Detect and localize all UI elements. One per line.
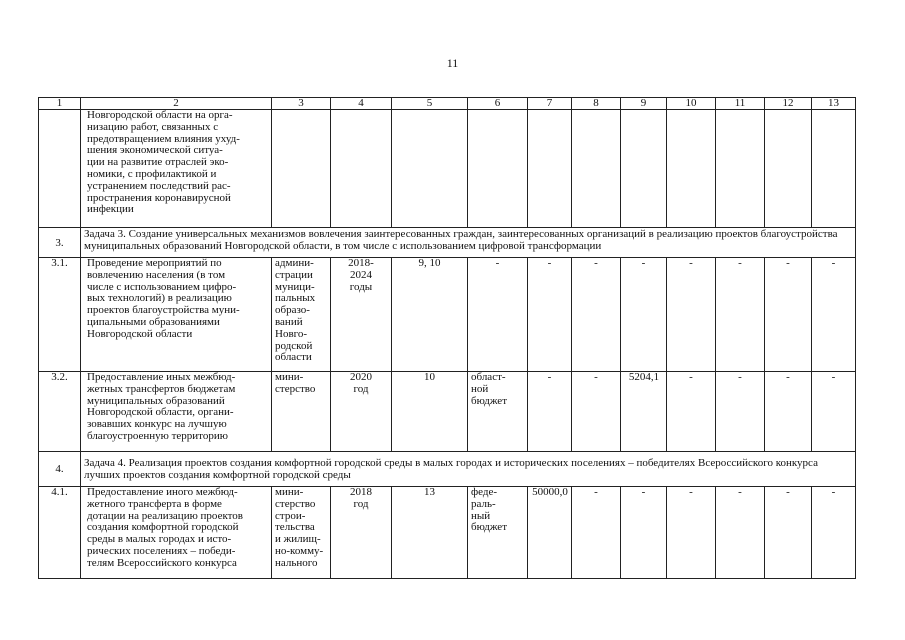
amount-cell: - <box>716 258 765 372</box>
column-header: 4 <box>331 98 392 110</box>
funding-source: феде- раль- ный бюджет <box>468 487 528 579</box>
amount-cell: - <box>528 372 572 452</box>
column-header: 12 <box>765 98 812 110</box>
amount-cell <box>716 110 765 228</box>
period-cell <box>331 110 392 228</box>
task-number: 3. <box>39 228 81 258</box>
activity-description: Проведение мероприятий по вовлечению населения (в том числе с использованием цифро- вых технологий) в реализацию проектов благоустройства муни- ципальными образованиями Новгородской области <box>81 258 272 372</box>
amount-cell <box>667 110 716 228</box>
amount-cell: - <box>812 487 856 579</box>
amount-cell: - <box>812 258 856 372</box>
amount-cell: - <box>765 372 812 452</box>
column-header: 2 <box>81 98 272 110</box>
task-number: 4. <box>39 452 81 487</box>
page-number: 11 <box>446 56 459 70</box>
amount-cell: 50000,0 <box>528 487 572 579</box>
column-header: 1 <box>39 98 81 110</box>
activity-description: Предоставление иного межбюд- жетного трансферта в форме дотации на реализацию проектов создания комфортной городской среды в малых городах и исто- рических поселениях – победи- телям Всероссийского конкурса <box>81 487 272 579</box>
amount-cell <box>812 110 856 228</box>
amount-cell: - <box>765 487 812 579</box>
targets-cell <box>392 110 468 228</box>
funding-source: област- ной бюджет <box>468 372 528 452</box>
source-cell <box>468 110 528 228</box>
task-title: Задача 4. Реализация проектов создания комфортной городской среды в малых городах и исторических поселениях – победителях Всероссийского конкурса лучших проектов создания комфортной городской среды <box>81 452 856 487</box>
funding-source: - <box>468 258 528 372</box>
table-row <box>39 372 856 452</box>
amount-cell <box>621 110 667 228</box>
amount-cell <box>765 110 812 228</box>
activity-description: Предоставление иных межбюд- жетных трансфертов бюджетам муниципальных образований Новгородской области, органи- зовавших конкурс на лучшую благоустроенную территорию <box>81 372 272 452</box>
table-row-continuation <box>39 110 856 228</box>
amount-cell: - <box>765 258 812 372</box>
row-number: 4.1. <box>39 487 81 579</box>
amount-cell: - <box>572 372 621 452</box>
column-header: 7 <box>528 98 572 110</box>
table-row <box>39 487 856 579</box>
table-row <box>39 258 856 372</box>
amount-cell: 5204,1 <box>621 372 667 452</box>
column-header: 8 <box>572 98 621 110</box>
target-indicators: 10 <box>392 372 468 452</box>
executor: мини- стерство <box>272 372 331 452</box>
target-indicators: 13 <box>392 487 468 579</box>
period: 2018- 2024 годы <box>331 258 392 372</box>
amount-cell: - <box>667 258 716 372</box>
amount-cell: - <box>621 487 667 579</box>
amount-cell: - <box>812 372 856 452</box>
amount-cell: - <box>528 258 572 372</box>
amount-cell: - <box>716 487 765 579</box>
row-number: 3.1. <box>39 258 81 372</box>
executor-cell <box>272 110 331 228</box>
task-row <box>39 452 856 487</box>
task-title: Задача 3. Создание универсальных механизмов вовлечения заинтересованных граждан, заинтересованных организаций в реализацию проектов благоустройства муниципальных образований Новгородской области, в том числе с использованием цифровой трансформации <box>81 228 856 258</box>
amount-cell <box>528 110 572 228</box>
activity-description: Новгородской области на орга- низацию работ, связанных с предотвращением влияния ухуд- шения экономической ситуа- ции на развитие отраслей эко- номики, с профилактикой и устранением последствий рас- пространения коронавирусной инфекции <box>81 110 272 228</box>
amount-cell: - <box>621 258 667 372</box>
program-activities-table <box>38 97 856 579</box>
target-indicators: 9, 10 <box>392 258 468 372</box>
amount-cell: - <box>716 372 765 452</box>
column-header: 6 <box>468 98 528 110</box>
amount-cell: - <box>667 372 716 452</box>
row-number-cell <box>39 110 81 228</box>
column-header: 10 <box>667 98 716 110</box>
amount-cell <box>572 110 621 228</box>
column-header: 13 <box>812 98 856 110</box>
amount-cell: - <box>572 487 621 579</box>
column-header: 3 <box>272 98 331 110</box>
row-number: 3.2. <box>39 372 81 452</box>
amount-cell: - <box>667 487 716 579</box>
executor: админи- страции муници- пальных образо- ваний Новго- родской области <box>272 258 331 372</box>
period: 2020 год <box>331 372 392 452</box>
column-header: 5 <box>392 98 468 110</box>
executor: мини- стерство строи- тельства и жилищ- но-комму- нального <box>272 487 331 579</box>
amount-cell: - <box>572 258 621 372</box>
period: 2018 год <box>331 487 392 579</box>
column-header: 11 <box>716 98 765 110</box>
column-number-row <box>39 98 856 110</box>
column-header: 9 <box>621 98 667 110</box>
task-row <box>39 228 856 258</box>
